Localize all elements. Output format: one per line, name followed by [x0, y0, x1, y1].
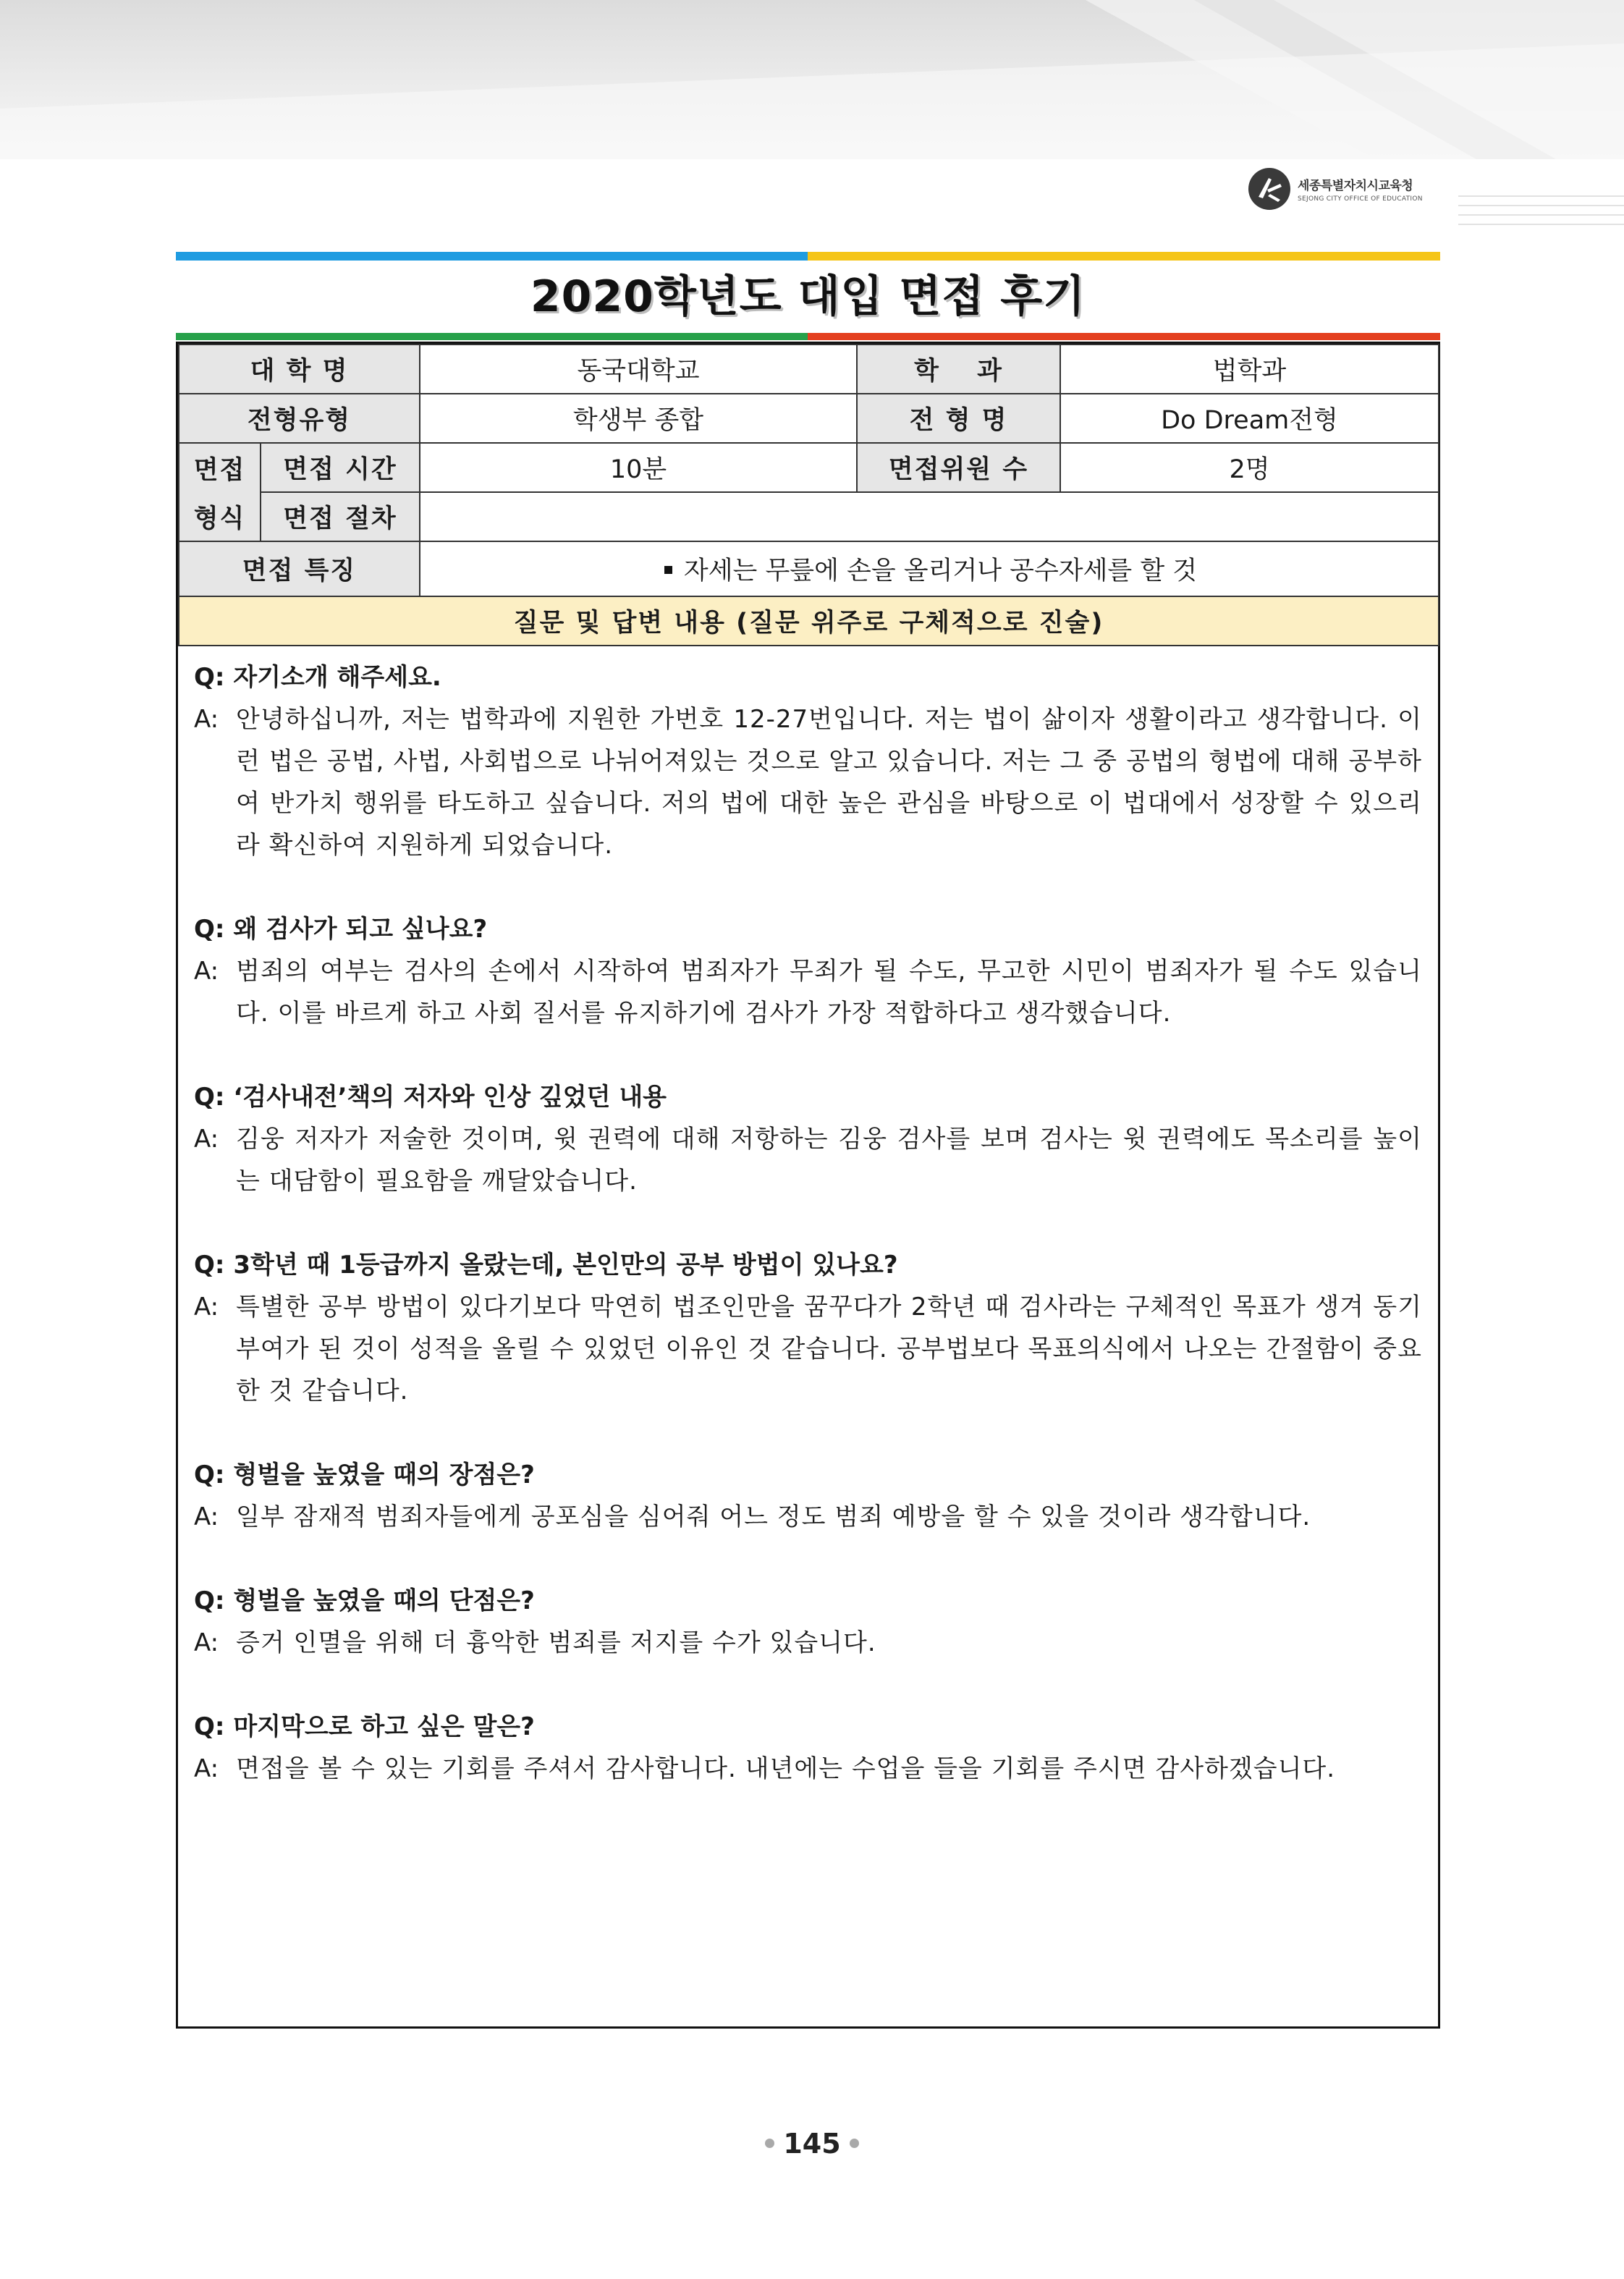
header-decoration [0, 0, 1624, 159]
qa-header: 질문 및 답변 내용 (질문 위주로 구체적으로 진술) [179, 596, 1439, 646]
question: Q: 형벌을 높였을 때의 장점은? [194, 1460, 535, 1489]
table-row [179, 492, 1439, 541]
features-value: 자세는 무릎에 손을 올리거나 공수자세를 할 것 [683, 557, 1198, 585]
answer-text: 일부 잠재적 범죄자들에게 공포심을 심어줘 어느 정도 범죄 예방을 할 수 있을 것이라 생각합니다. [236, 1502, 1311, 1531]
university-value: 동국대학교 [420, 344, 857, 394]
answer [194, 1622, 1422, 1664]
features-value-cell [420, 541, 1439, 596]
qa-item [194, 1454, 1422, 1538]
department-value: 법학과 [1060, 344, 1439, 394]
university-label: 대 학 명 [179, 344, 420, 394]
time-label: 면접 시간 [261, 443, 420, 492]
question: Q: 마지막으로 하고 싶은 말은? [194, 1712, 535, 1741]
logo-emblem-icon [1248, 168, 1290, 210]
admission-name-label: 전 형 명 [857, 394, 1060, 443]
dot-icon [850, 2139, 859, 2148]
table-row [179, 541, 1439, 596]
logo-text-en: SEJONG CITY OFFICE OF EDUCATION [1298, 195, 1423, 203]
answer [194, 1496, 1422, 1538]
question: Q: ‘검사내전’책의 저자와 인상 깊었던 내용 [194, 1083, 667, 1112]
decorative-lines [1458, 195, 1624, 233]
answer-prefix: A: [194, 1125, 219, 1154]
answer [194, 1748, 1422, 1790]
procedure-label: 면접 절차 [261, 492, 420, 541]
logo-text-kr: 세종특별자치시교육청 [1298, 179, 1413, 193]
answer-text: 범죄의 여부는 검사의 손에서 시작하여 범죄자가 무죄가 될 수도, 무고한 시민이 범죄자가 될 수도 있습니다. 이를 바르게 하고 사회 질서를 유지하기에 검사가 가장 적합하다고 생각했습니다. [236, 957, 1422, 1028]
answer-text: 증거 인멸을 위해 더 흉악한 범죄를 저지를 수가 있습니다. [236, 1628, 876, 1657]
admission-type-value: 학생부 종합 [420, 394, 857, 443]
answer [194, 1286, 1422, 1412]
answer [194, 1118, 1422, 1202]
bullet-icon [664, 566, 672, 574]
info-table [178, 344, 1439, 646]
answer-prefix: A: [194, 1293, 219, 1322]
answer-text: 안녕하십니까, 저는 법학과에 지원한 가번호 12-27번입니다. 저는 법이 삶이자 생활이라고 생각합니다. 이런 법은 공법, 사법, 사회법으로 나뉘어져있는 것으로 알고 있습니다. 저는 그 중 공법의 형법에 대해 공부하여 반가치 행위를 타도하고 싶습니다. 저의 법에 대한 높은 관심을 바탕으로 이 법대에서 성장할 수 있으리라 확신하여 지원하게 되었습니다. [236, 705, 1422, 860]
page-number-text: 145 [783, 2128, 841, 2160]
page-number [0, 2128, 1624, 2160]
document-frame [176, 342, 1440, 2029]
interviewers-value: 2명 [1060, 443, 1439, 492]
qa-item [194, 1244, 1422, 1412]
qa-item [194, 1076, 1422, 1202]
table-row [179, 596, 1439, 646]
procedure-value [420, 492, 1439, 541]
page-title: 2020학년도 대입 면접 후기 [530, 271, 1086, 322]
admission-type-label: 전형유형 [179, 394, 420, 443]
title-bottom-bar [176, 333, 1440, 340]
qa-item [194, 1580, 1422, 1664]
answer-prefix: A: [194, 957, 219, 986]
answer-prefix: A: [194, 1628, 219, 1657]
interviewers-label: 면접위원 수 [857, 443, 1060, 492]
answer-text: 김웅 저자가 저술한 것이며, 윗 권력에 대해 저항하는 김웅 검사를 보며 검사는 윗 권력에도 목소리를 높이는 대담함이 필요함을 깨달았습니다. [236, 1125, 1422, 1196]
question: Q: 왜 검사가 되고 싶나요? [194, 915, 488, 944]
answer-prefix: A: [194, 705, 219, 734]
table-row [179, 344, 1439, 394]
logo [1248, 166, 1423, 211]
question: Q: 3학년 때 1등급까지 올랐는데, 본인만의 공부 방법이 있나요? [194, 1251, 898, 1280]
features-label: 면접 특징 [179, 541, 420, 596]
format-label-bottom: 형식 [179, 492, 261, 541]
question: Q: 자기소개 해주세요. [194, 663, 441, 692]
time-value: 10분 [420, 443, 857, 492]
admission-name-value: Do Dream전형 [1060, 394, 1439, 443]
answer-text: 면접을 볼 수 있는 기회를 주셔서 감사합니다. 내년에는 수업을 들을 기회를 주시면 감사하겠습니다. [236, 1754, 1336, 1783]
qa-item [194, 908, 1422, 1034]
answer-prefix: A: [194, 1502, 219, 1531]
table-row [179, 394, 1439, 443]
title-top-bar [176, 252, 1440, 261]
table-row [179, 443, 1439, 492]
answer [194, 950, 1422, 1034]
answer-text: 특별한 공부 방법이 있다기보다 막연히 법조인만을 꿈꾸다가 2학년 때 검사라는 구체적인 목표가 생겨 동기부여가 된 것이 성적을 올릴 수 있었던 이유인 것 같습니다. 공부법보다 목표의식에서 나오는 간절함이 중요한 것 같습니다. [236, 1293, 1422, 1405]
header-background [0, 0, 1624, 159]
question: Q: 형벌을 높였을 때의 단점은? [194, 1586, 535, 1615]
qa-item [194, 1706, 1422, 1790]
dot-icon [765, 2139, 774, 2148]
department-label: 학 과 [857, 344, 1060, 394]
qa-item [194, 656, 1422, 866]
answer-prefix: A: [194, 1754, 219, 1783]
answer [194, 698, 1422, 866]
format-label-top: 면접 [179, 443, 261, 492]
qa-list [178, 646, 1438, 1790]
